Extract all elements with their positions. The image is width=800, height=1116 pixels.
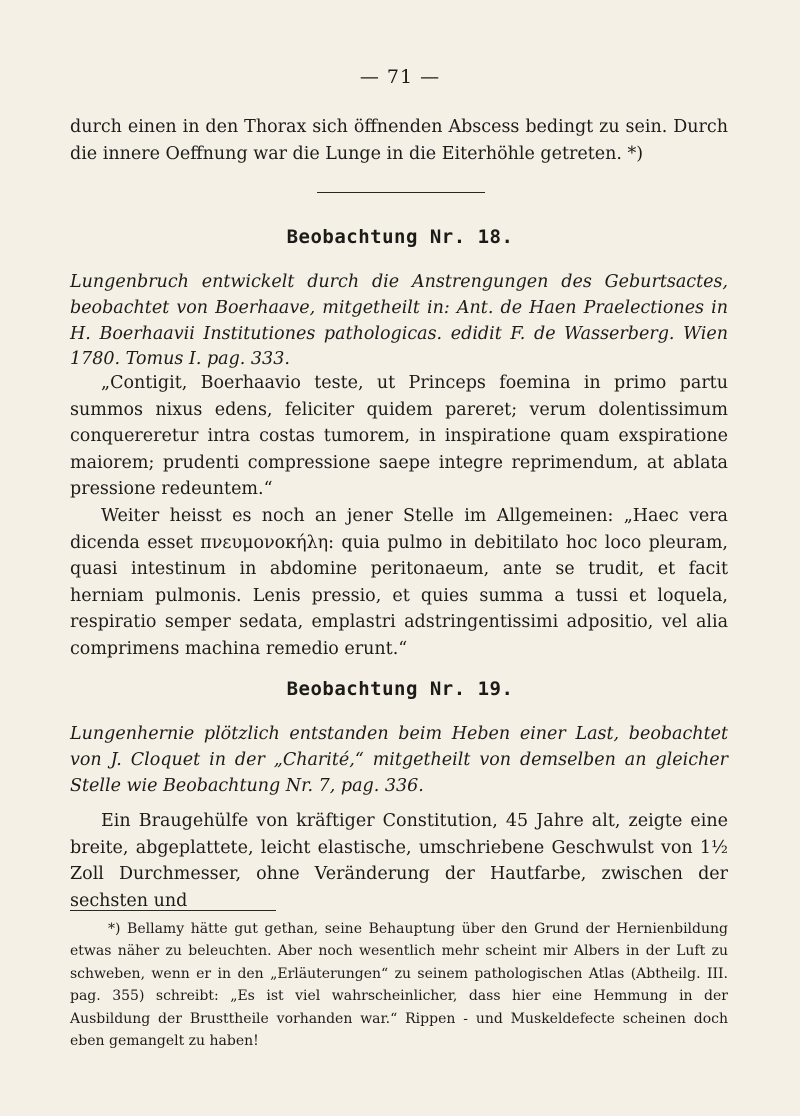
intro-paragraph-block xyxy=(70,114,728,167)
obs19-paragraph-1: Ein Braugehülfe von kräftiger Constitution, 45 Jahre alt, zeigte eine breite, abgeplattete, leicht elastische, umschriebene Geschwulst von 1½ Zoll Durchmesser, ohne Veränderung der Hautfarbe, zwischen der sechsten und xyxy=(70,811,728,911)
obs18-heading: Beobachtung Nr. 18. xyxy=(286,226,514,248)
obs18-paragraph-1: „Contigit, Boerhaavio teste, ut Princeps foemina in primo partu summos nixus edens, feliciter quidem pareret; verum dolentissimum conquereretur intra costas tumorem, in inspiratione quam exspiratione maiorem; prudenti compressione saepe integre reprimendum, at ablata pressione redeuntem.“ xyxy=(70,373,728,500)
footnote xyxy=(70,918,728,1052)
obs19-source-text: Lungenhernie plötzlich entstanden beim Heben einer Last, beobachtet von J. Cloquet in der „Charité,“ mitgetheilt von demselben an gleicher Stelle wie Beobachtung Nr. 7, pag. 336. xyxy=(70,724,728,796)
obs18-paragraph-2: Weiter heisst es noch an jener Stelle im Allgemeinen: „Haec vera dicenda esset πνευμονοκήλη: quia pulmo in debitilato hoc loco pleuram, quasi intestinum in abdomine peritonaeum, ante se trudit, et facit herniam pulmonis. Lenis pressio, et quies summa a tussi et loquela, respiratio semper sedata, emplastri adstringentissimi adpositio, vel alia comprimens machina remedio erunt.“ xyxy=(70,505,728,659)
obs19-body xyxy=(70,808,728,914)
footnote-rule xyxy=(70,910,276,911)
intro-paragraph: durch einen in den Thorax sich öffnenden Abscess bedingt zu sein. Durch die innere Oeffnung war die Lunge in die Eiterhöhle getreten. *) xyxy=(70,117,728,164)
obs19-source xyxy=(70,722,728,799)
obs18-source xyxy=(70,270,728,373)
obs18-source-text: Lungenbruch entwickelt durch die Anstrengungen des Geburtsactes, beobachtet von Boerhaave, mitgetheilt in: Ant. de Haen Praelectiones in H. Boerhaavii Institutiones pathologicas. edidit F. de Wasserberg. Wien 1780. Tomus I. pag. 333. xyxy=(70,272,728,370)
obs18-body xyxy=(70,370,728,663)
section-divider xyxy=(317,192,485,193)
page-number: — 71 — xyxy=(359,66,441,88)
footnote-text: *) Bellamy hätte gut gethan, seine Behauptung über den Grund der Hernienbildung etwas näher zu beleuchten. Aber noch wesentlich mehr scheint mir Albers in der Luft zu schweben, wenn er in den „Erläuterungen“ zu seinem pathologischen Atlas (Abtheilg. III. pag. 355) schreibt: „Es ist viel wahrscheinlicher, dass hier eine Hemmung in der Ausbildung der Brusttheile vorhanden war.“ Rippen - und Muskeldefecte scheinen doch eben gemangelt zu haben! xyxy=(70,921,728,1050)
obs19-heading: Beobachtung Nr. 19. xyxy=(286,678,514,700)
